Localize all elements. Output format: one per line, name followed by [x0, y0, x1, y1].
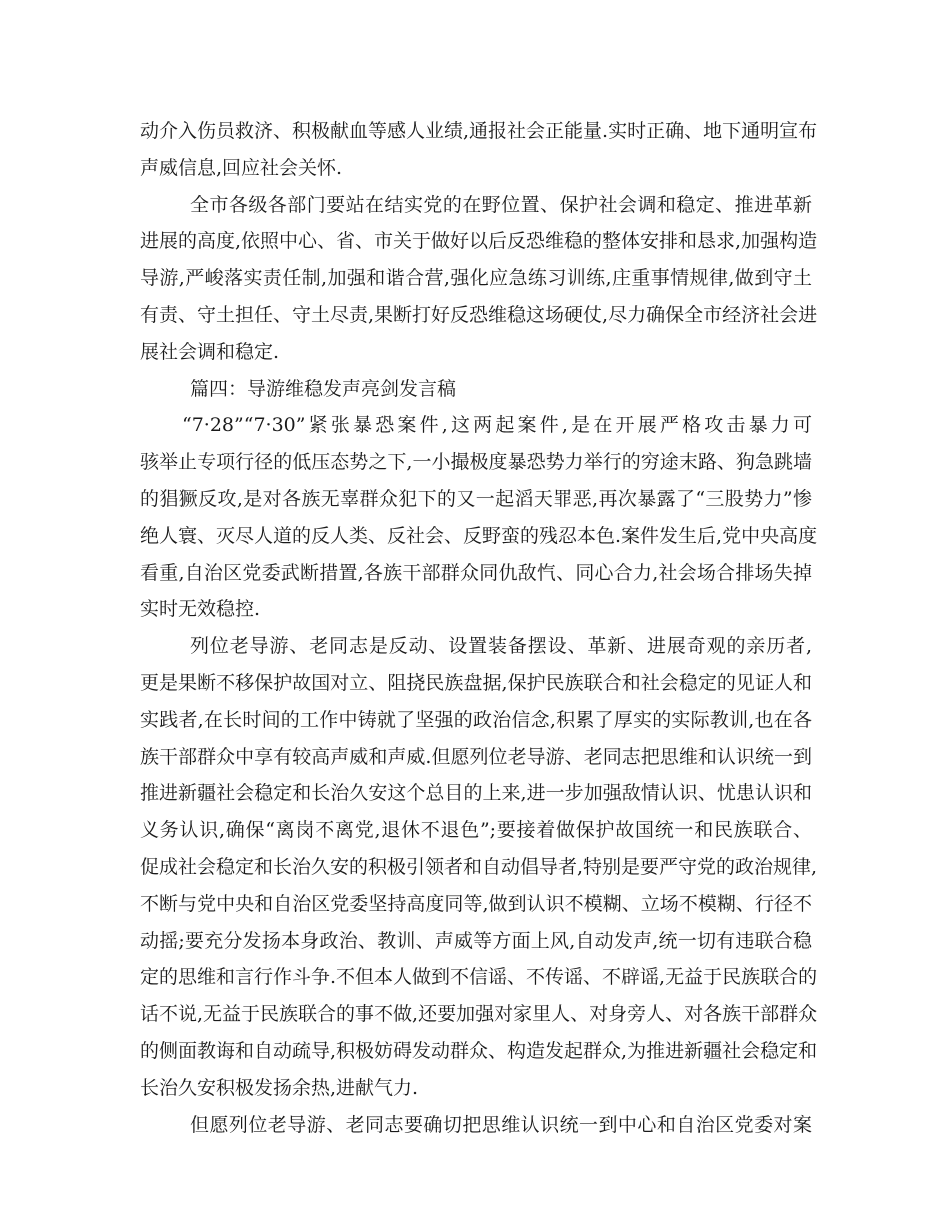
text-line: 动介入伤员救济、积极献血等感人业绩,通报社会正能量.实时正确、地下通明宣布	[140, 120, 818, 142]
paragraph-first-line: “7·28”“7·30”紧张暴恐案件,这两起案件,是在开展严格攻击暴力可	[182, 414, 812, 437]
text-line: 推进新疆社会稳定和长治久安这个总目的上来,进一步加强敌情认识、忧患认识和	[140, 782, 812, 805]
text-line: 动摇;要充分发扬本身政治、教训、声威等方面上风,自动发声,统一切有违联合稳	[140, 929, 812, 952]
text-line: 骇举止专项行径的低压态势之下,一小撮极度暴恐势力举行的穷途末路、狗急跳墙	[140, 451, 812, 474]
text-line: 看重,自治区党委武断措置,各族干部群众同仇敌忾、同心合力,社会场合排场失掉	[140, 561, 812, 584]
paragraph-first-line: 但愿列位老导游、老同志要确切把思维认识统一到中心和自治区党委对案	[190, 1113, 812, 1136]
text-line: 更是果断不移保护故国对立、阻挠民族盘据,保护民族联合和社会稳定的见证人和	[140, 671, 812, 694]
text-line: 促成社会稳定和长治久安的积极引领者和自动倡导者,特别是要严守党的政治规律,	[140, 855, 818, 878]
text-line: 定的思维和言行作斗争.不但本人做到不信谣、不传谣、不辟谣,无益于民族联合的	[140, 966, 818, 989]
text-line: 实践者,在长时间的工作中铸就了坚强的政治信念,积累了厚实的实际教训,也在各	[140, 708, 812, 731]
text-line: 导游,严峻落实责任制,加强和谐合营,强化应急练习训练,庄重事情规律,做到守土	[140, 267, 812, 290]
text-line: 有责、守土担任、守土尽责,果断打好反恐维稳这场硬仗,尽力确保全市经济社会进	[140, 303, 818, 326]
paragraph-first-line: 全市各级各部门要站在结实党的在野位置、保护社会调和稳定、推进革新	[190, 193, 812, 216]
text-line: 展社会调和稳定.	[140, 340, 280, 363]
text-line: 实时无效稳控.	[140, 598, 261, 621]
text-line: 进展的高度,依照中心、省、市关于做好以后反恐维稳的整体安排和恳求,加强构造	[140, 230, 818, 253]
text-line: 长治久安积极发扬余热,进献气力.	[140, 1076, 419, 1099]
text-line: 声威信息,回应社会关怀.	[140, 156, 343, 179]
document-body	[140, 113, 818, 1143]
text-line: 话不说,无益于民族联合的事不做,还要加强对家里人、对身旁人、对各族干部群众	[140, 1003, 818, 1026]
text-line: 的猖獗反攻,是对各族无辜群众犯下的又一起滔天罪恶,再次暴露了“三股势力”惨	[140, 487, 812, 510]
text-line: 的侧面教诲和自动疏导,积极妨碍发动群众、构造发起群众,为推进新疆社会稳定和	[140, 1039, 818, 1062]
paragraph-first-line: 列位老导游、老同志是反动、设置装备摆设、革新、进展奇观的亲历者,	[190, 635, 812, 658]
text-line: 义务认识,确保“离岗不离党,退休不退色”;要接着做保护故国统一和民族联合、	[140, 819, 812, 842]
text-line: 不断与党中央和自治区党委坚持高度同等,做到认识不模糊、立场不模糊、行径不	[140, 892, 812, 915]
section-heading: 篇四：导游维稳发声亮剑发言稿	[190, 377, 457, 400]
text-line: 族干部群众中享有较高声威和声威.但愿列位老导游、老同志把思维和认识统一到	[140, 745, 812, 768]
text-line: 绝人寰、灭尽人道的反人类、反社会、反野蛮的残忍本色.案件发生后,党中央高度	[140, 524, 818, 547]
